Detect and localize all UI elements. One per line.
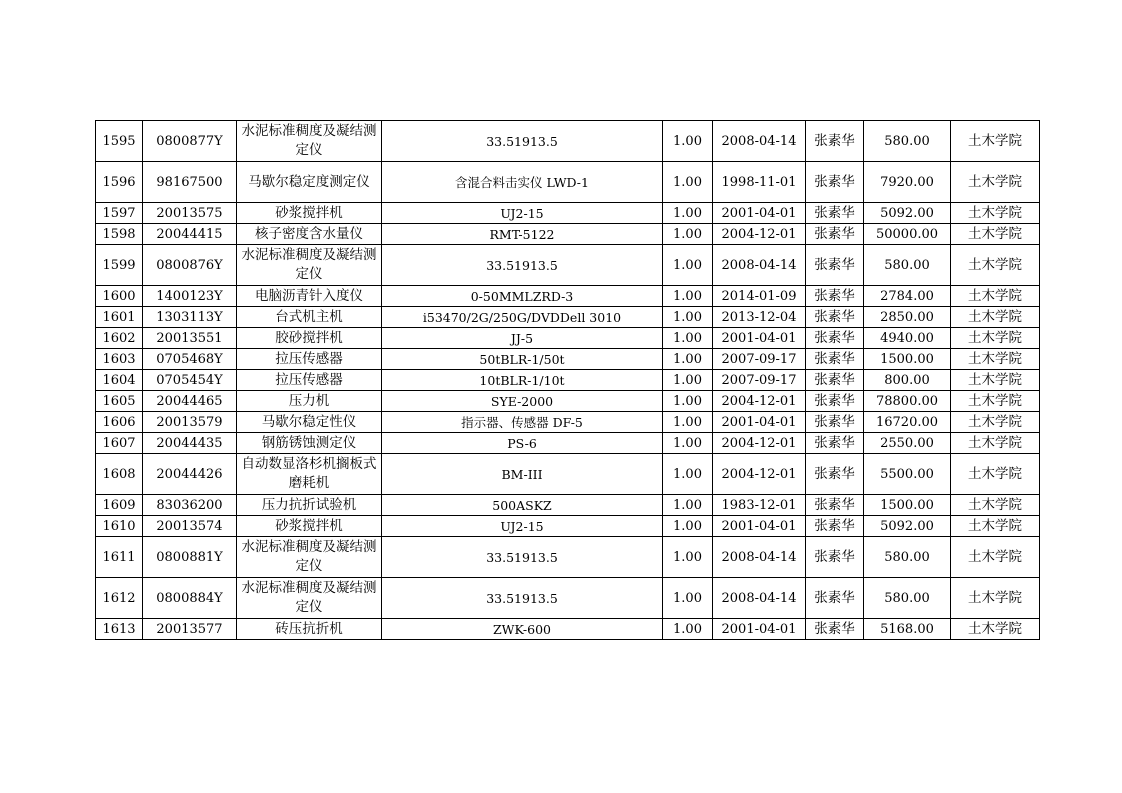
cell-department: 土木学院	[951, 307, 1040, 328]
cell-price: 5168.00	[864, 619, 951, 640]
equipment-table-body	[96, 121, 1040, 640]
cell-purchase-date: 2007-09-17	[713, 349, 806, 370]
cell-custodian: 张素华	[806, 495, 864, 516]
table-row	[96, 349, 1040, 370]
cell-seq: 1606	[96, 412, 143, 433]
cell-custodian: 张素华	[806, 454, 864, 495]
cell-price: 1500.00	[864, 495, 951, 516]
cell-quantity: 1.00	[663, 328, 713, 349]
cell-seq: 1613	[96, 619, 143, 640]
cell-purchase-date: 2008-04-14	[713, 578, 806, 619]
cell-custodian: 张素华	[806, 349, 864, 370]
cell-purchase-date: 2004-12-01	[713, 224, 806, 245]
cell-price: 4940.00	[864, 328, 951, 349]
cell-equipment-name: 水泥标准稠度及凝结测定仪	[237, 121, 382, 162]
cell-department: 土木学院	[951, 370, 1040, 391]
cell-department: 土木学院	[951, 245, 1040, 286]
cell-equipment-name: 自动数显洛杉机搁板式磨耗机	[237, 454, 382, 495]
cell-quantity: 1.00	[663, 224, 713, 245]
cell-department: 土木学院	[951, 578, 1040, 619]
cell-purchase-date: 2007-09-17	[713, 370, 806, 391]
cell-purchase-date: 2008-04-14	[713, 245, 806, 286]
table-row	[96, 245, 1040, 286]
cell-model: UJ2-15	[382, 203, 663, 224]
cell-quantity: 1.00	[663, 495, 713, 516]
cell-asset-code: 0705454Y	[143, 370, 237, 391]
cell-asset-code: 20044465	[143, 391, 237, 412]
cell-custodian: 张素华	[806, 203, 864, 224]
cell-quantity: 1.00	[663, 578, 713, 619]
cell-department: 土木学院	[951, 349, 1040, 370]
cell-equipment-name: 水泥标准稠度及凝结测定仪	[237, 537, 382, 578]
cell-purchase-date: 2008-04-14	[713, 537, 806, 578]
cell-quantity: 1.00	[663, 454, 713, 495]
cell-purchase-date: 1983-12-01	[713, 495, 806, 516]
cell-asset-code: 0800884Y	[143, 578, 237, 619]
cell-quantity: 1.00	[663, 537, 713, 578]
cell-seq: 1599	[96, 245, 143, 286]
table-row	[96, 578, 1040, 619]
cell-model: SYE-2000	[382, 391, 663, 412]
cell-model: 33.51913.5	[382, 578, 663, 619]
table-row	[96, 370, 1040, 391]
cell-price: 2850.00	[864, 307, 951, 328]
cell-price: 1500.00	[864, 349, 951, 370]
cell-purchase-date: 2013-12-04	[713, 307, 806, 328]
cell-department: 土木学院	[951, 516, 1040, 537]
cell-custodian: 张素华	[806, 578, 864, 619]
cell-purchase-date: 2001-04-01	[713, 619, 806, 640]
cell-price: 50000.00	[864, 224, 951, 245]
cell-seq: 1598	[96, 224, 143, 245]
cell-price: 78800.00	[864, 391, 951, 412]
cell-custodian: 张素华	[806, 516, 864, 537]
table-row	[96, 412, 1040, 433]
cell-price: 16720.00	[864, 412, 951, 433]
cell-asset-code: 20013574	[143, 516, 237, 537]
cell-model: 33.51913.5	[382, 537, 663, 578]
cell-model: 含混合料击实仪 LWD-1	[382, 162, 663, 203]
cell-seq: 1602	[96, 328, 143, 349]
cell-asset-code: 20013579	[143, 412, 237, 433]
cell-price: 5092.00	[864, 203, 951, 224]
cell-equipment-name: 核子密度含水量仪	[237, 224, 382, 245]
cell-custodian: 张素华	[806, 121, 864, 162]
cell-equipment-name: 拉压传感器	[237, 370, 382, 391]
cell-asset-code: 20044435	[143, 433, 237, 454]
cell-custodian: 张素华	[806, 286, 864, 307]
cell-custodian: 张素华	[806, 162, 864, 203]
cell-custodian: 张素华	[806, 619, 864, 640]
cell-quantity: 1.00	[663, 307, 713, 328]
cell-model: BM-III	[382, 454, 663, 495]
cell-price: 580.00	[864, 121, 951, 162]
cell-price: 580.00	[864, 578, 951, 619]
table-row	[96, 224, 1040, 245]
cell-quantity: 1.00	[663, 391, 713, 412]
cell-model: 33.51913.5	[382, 245, 663, 286]
cell-quantity: 1.00	[663, 162, 713, 203]
cell-seq: 1595	[96, 121, 143, 162]
cell-model: 50tBLR-1/50t	[382, 349, 663, 370]
cell-price: 580.00	[864, 245, 951, 286]
cell-seq: 1607	[96, 433, 143, 454]
cell-department: 土木学院	[951, 537, 1040, 578]
cell-price: 800.00	[864, 370, 951, 391]
cell-equipment-name: 水泥标准稠度及凝结测定仪	[237, 578, 382, 619]
cell-custodian: 张素华	[806, 224, 864, 245]
cell-department: 土木学院	[951, 391, 1040, 412]
table-row	[96, 516, 1040, 537]
cell-department: 土木学院	[951, 121, 1040, 162]
cell-asset-code: 20013577	[143, 619, 237, 640]
cell-price: 7920.00	[864, 162, 951, 203]
cell-purchase-date: 2014-01-09	[713, 286, 806, 307]
table-row	[96, 619, 1040, 640]
equipment-table	[95, 120, 1040, 640]
cell-quantity: 1.00	[663, 370, 713, 391]
cell-purchase-date: 2001-04-01	[713, 203, 806, 224]
table-row	[96, 307, 1040, 328]
cell-seq: 1600	[96, 286, 143, 307]
cell-equipment-name: 拉压传感器	[237, 349, 382, 370]
cell-model: 指示器、传感器 DF-5	[382, 412, 663, 433]
cell-model: PS-6	[382, 433, 663, 454]
cell-equipment-name: 马歇尔稳定性仪	[237, 412, 382, 433]
cell-department: 土木学院	[951, 224, 1040, 245]
cell-asset-code: 0705468Y	[143, 349, 237, 370]
cell-equipment-name: 压力抗折试验机	[237, 495, 382, 516]
cell-equipment-name: 台式机主机	[237, 307, 382, 328]
cell-equipment-name: 压力机	[237, 391, 382, 412]
cell-quantity: 1.00	[663, 245, 713, 286]
cell-model: RMT-5122	[382, 224, 663, 245]
table-row	[96, 121, 1040, 162]
cell-quantity: 1.00	[663, 412, 713, 433]
cell-department: 土木学院	[951, 454, 1040, 495]
cell-model: ZWK-600	[382, 619, 663, 640]
cell-equipment-name: 水泥标准稠度及凝结测定仪	[237, 245, 382, 286]
cell-model: 500ASKZ	[382, 495, 663, 516]
cell-seq: 1608	[96, 454, 143, 495]
cell-quantity: 1.00	[663, 619, 713, 640]
table-row	[96, 495, 1040, 516]
cell-department: 土木学院	[951, 162, 1040, 203]
cell-purchase-date: 2008-04-14	[713, 121, 806, 162]
table-row	[96, 391, 1040, 412]
cell-model: 33.51913.5	[382, 121, 663, 162]
table-row	[96, 162, 1040, 203]
cell-seq: 1609	[96, 495, 143, 516]
cell-model: JJ-5	[382, 328, 663, 349]
cell-equipment-name: 砂浆搅拌机	[237, 203, 382, 224]
table-row	[96, 454, 1040, 495]
cell-department: 土木学院	[951, 412, 1040, 433]
cell-seq: 1604	[96, 370, 143, 391]
cell-price: 2784.00	[864, 286, 951, 307]
cell-department: 土木学院	[951, 495, 1040, 516]
cell-asset-code: 1400123Y	[143, 286, 237, 307]
cell-asset-code: 20013575	[143, 203, 237, 224]
cell-model: 10tBLR-1/10t	[382, 370, 663, 391]
cell-asset-code: 0800877Y	[143, 121, 237, 162]
cell-asset-code: 98167500	[143, 162, 237, 203]
cell-seq: 1605	[96, 391, 143, 412]
cell-seq: 1601	[96, 307, 143, 328]
cell-custodian: 张素华	[806, 391, 864, 412]
cell-price: 5500.00	[864, 454, 951, 495]
cell-purchase-date: 2001-04-01	[713, 412, 806, 433]
cell-quantity: 1.00	[663, 516, 713, 537]
cell-purchase-date: 2004-12-01	[713, 391, 806, 412]
cell-equipment-name: 钢筋锈蚀测定仪	[237, 433, 382, 454]
table-row	[96, 537, 1040, 578]
cell-quantity: 1.00	[663, 349, 713, 370]
cell-model: i53470/2G/250G/DVDDell 3010	[382, 307, 663, 328]
cell-asset-code: 0800881Y	[143, 537, 237, 578]
cell-equipment-name: 砂浆搅拌机	[237, 516, 382, 537]
cell-equipment-name: 胶砂搅拌机	[237, 328, 382, 349]
cell-purchase-date: 2001-04-01	[713, 328, 806, 349]
cell-custodian: 张素华	[806, 537, 864, 578]
cell-equipment-name: 砖压抗折机	[237, 619, 382, 640]
cell-model: 0-50MMLZRD-3	[382, 286, 663, 307]
cell-custodian: 张素华	[806, 412, 864, 433]
cell-quantity: 1.00	[663, 203, 713, 224]
cell-asset-code: 20044426	[143, 454, 237, 495]
cell-department: 土木学院	[951, 619, 1040, 640]
cell-purchase-date: 2004-12-01	[713, 433, 806, 454]
table-row	[96, 286, 1040, 307]
cell-purchase-date: 2004-12-01	[713, 454, 806, 495]
cell-price: 5092.00	[864, 516, 951, 537]
cell-asset-code: 20013551	[143, 328, 237, 349]
cell-quantity: 1.00	[663, 433, 713, 454]
cell-custodian: 张素华	[806, 245, 864, 286]
cell-equipment-name: 马歇尔稳定度测定仪	[237, 162, 382, 203]
cell-purchase-date: 1998-11-01	[713, 162, 806, 203]
cell-quantity: 1.00	[663, 121, 713, 162]
cell-price: 580.00	[864, 537, 951, 578]
cell-asset-code: 1303113Y	[143, 307, 237, 328]
cell-department: 土木学院	[951, 328, 1040, 349]
cell-model: UJ2-15	[382, 516, 663, 537]
cell-department: 土木学院	[951, 433, 1040, 454]
cell-price: 2550.00	[864, 433, 951, 454]
cell-asset-code: 20044415	[143, 224, 237, 245]
cell-custodian: 张素华	[806, 370, 864, 391]
cell-seq: 1610	[96, 516, 143, 537]
table-row	[96, 328, 1040, 349]
cell-purchase-date: 2001-04-01	[713, 516, 806, 537]
table-row	[96, 203, 1040, 224]
cell-department: 土木学院	[951, 203, 1040, 224]
cell-custodian: 张素华	[806, 328, 864, 349]
cell-seq: 1596	[96, 162, 143, 203]
cell-department: 土木学院	[951, 286, 1040, 307]
cell-asset-code: 83036200	[143, 495, 237, 516]
cell-seq: 1603	[96, 349, 143, 370]
cell-seq: 1597	[96, 203, 143, 224]
cell-custodian: 张素华	[806, 433, 864, 454]
cell-equipment-name: 电脑沥青针入度仪	[237, 286, 382, 307]
cell-seq: 1612	[96, 578, 143, 619]
cell-custodian: 张素华	[806, 307, 864, 328]
table-row	[96, 433, 1040, 454]
cell-asset-code: 0800876Y	[143, 245, 237, 286]
cell-seq: 1611	[96, 537, 143, 578]
cell-quantity: 1.00	[663, 286, 713, 307]
